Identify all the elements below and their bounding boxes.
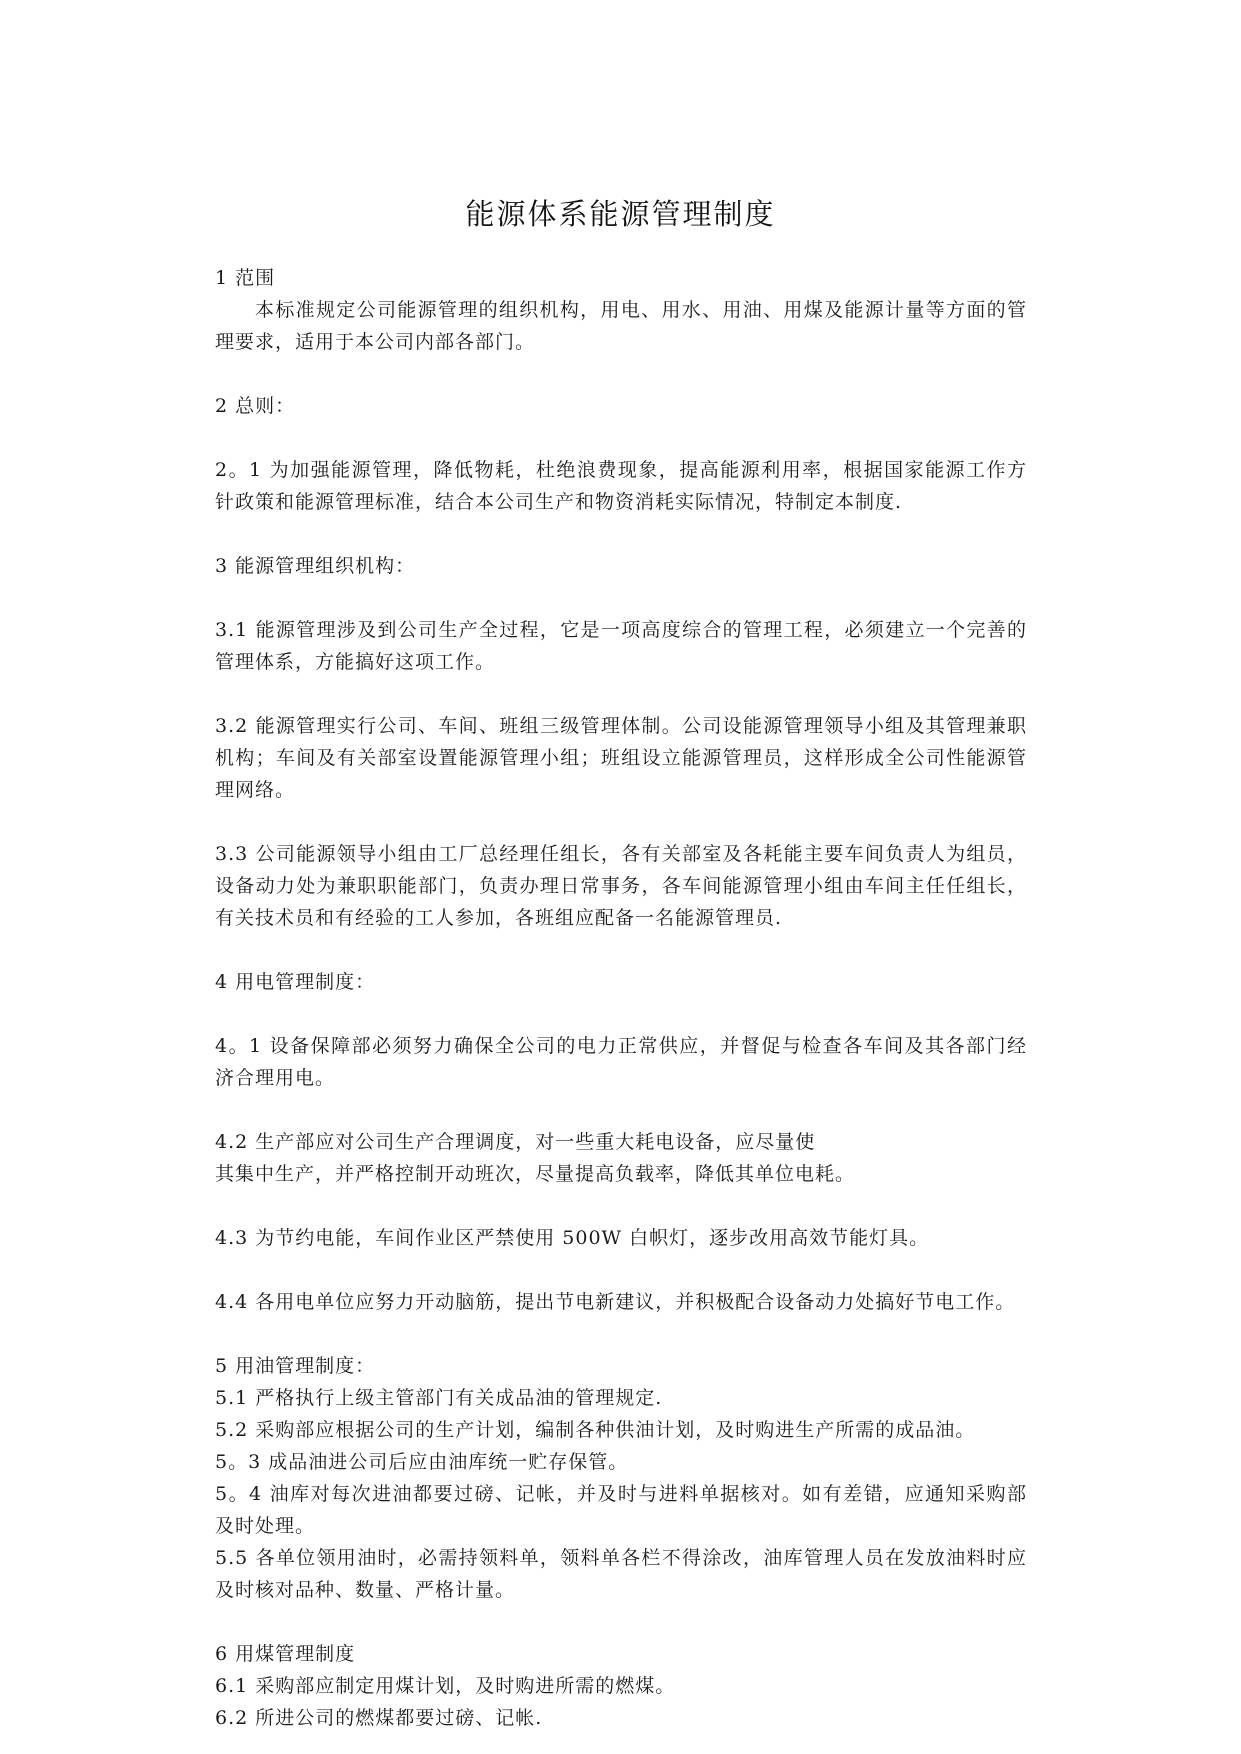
paragraph: 5.5 各单位领用油时，必需持领料单，领料单各栏不得涂改，油库管理人员在发放油料时应及时核对品种、数量、严格计量。	[215, 1547, 1027, 1601]
paragraph: 3.2 能源管理实行公司、车间、班组三级管理体制。公司设能源管理领导小组及其管理兼职机构；车间及有关部室设置能源管理小组；班组设立能源管理员，这样形成全公司性能源管理网络。	[215, 715, 1027, 801]
paragraph: 5.1 严格执行上级主管部门有关成品油的管理规定.	[215, 1387, 663, 1409]
paragraph: 5。3 成品油进公司后应由油库统一贮存保管。	[215, 1451, 629, 1473]
paragraph: 6.2 所进公司的燃煤都要过磅、记帐.	[215, 1707, 543, 1729]
paragraph: 2 总则：	[215, 395, 296, 417]
document-title: 能源体系能源管理制度	[465, 197, 776, 231]
paragraph: 5 用油管理制度：	[215, 1355, 376, 1377]
paragraph: 本标准规定公司能源管理的组织机构，用电、用水、用油、用煤及能源计量等方面的管理要求，适用于本公司内部各部门。	[215, 299, 1027, 353]
paragraph: 4 用电管理制度：	[215, 971, 376, 993]
paragraph: 3.1 能源管理涉及到公司生产全过程，它是一项高度综合的管理工程，必须建立一个完善的管理体系，方能搞好这项工作。	[215, 619, 1027, 673]
paragraph: 3 能源管理组织机构：	[215, 555, 416, 577]
paragraph: 6.1 采购部应制定用煤计划，及时购进所需的燃煤。	[215, 1675, 676, 1697]
paragraph: 4.2 生产部应对公司生产合理调度，对一些重大耗电设备，应尽量使	[215, 1131, 816, 1153]
paragraph: 4.3 为节约电能，车间作业区严禁使用 500W 白帜灯，逐步改用高效节能灯具。	[215, 1227, 930, 1249]
document-body	[215, 262, 1027, 1734]
paragraph: 6 用煤管理制度	[215, 1643, 356, 1665]
paragraph: 4.4 各用电单位应努力开动脑筋，提出节电新建议，并积极配合设备动力处搞好节电工作。	[215, 1291, 1016, 1313]
paragraph: 5。4 油库对每次进油都要过磅、记帐，并及时与进料单据核对。如有差错，应通知采购部及时处理。	[215, 1483, 1027, 1537]
paragraph: 1 范围	[215, 267, 276, 289]
paragraph: 5.2 采购部应根据公司的生产计划，编制各种供油计划，及时购进生产所需的成品油。	[215, 1419, 976, 1441]
paragraph: 3.3 公司能源领导小组由工厂总经理任组长，各有关部室及各耗能主要车间负责人为组员，设备动力处为兼职职能部门，负责办理日常事务，各车间能源管理小组由车间主任任组长，有关技术员和有经验的工人参加，各班组应配备一名能源管理员.	[215, 843, 1027, 929]
paragraph: 其集中生产，并严格控制开动班次，尽量提高负载率，降低其单位电耗。	[215, 1163, 856, 1185]
paragraph: 4。1 设备保障部必须努力确保全公司的电力正常供应，并督促与检查各车间及其各部门经济合理用电。	[215, 1035, 1027, 1089]
paragraph: 2。1 为加强能源管理，降低物耗，杜绝浪费现象，提高能源利用率，根据国家能源工作方针政策和能源管理标准，结合本公司生产和物资消耗实际情况，特制定本制度.	[215, 459, 1027, 513]
